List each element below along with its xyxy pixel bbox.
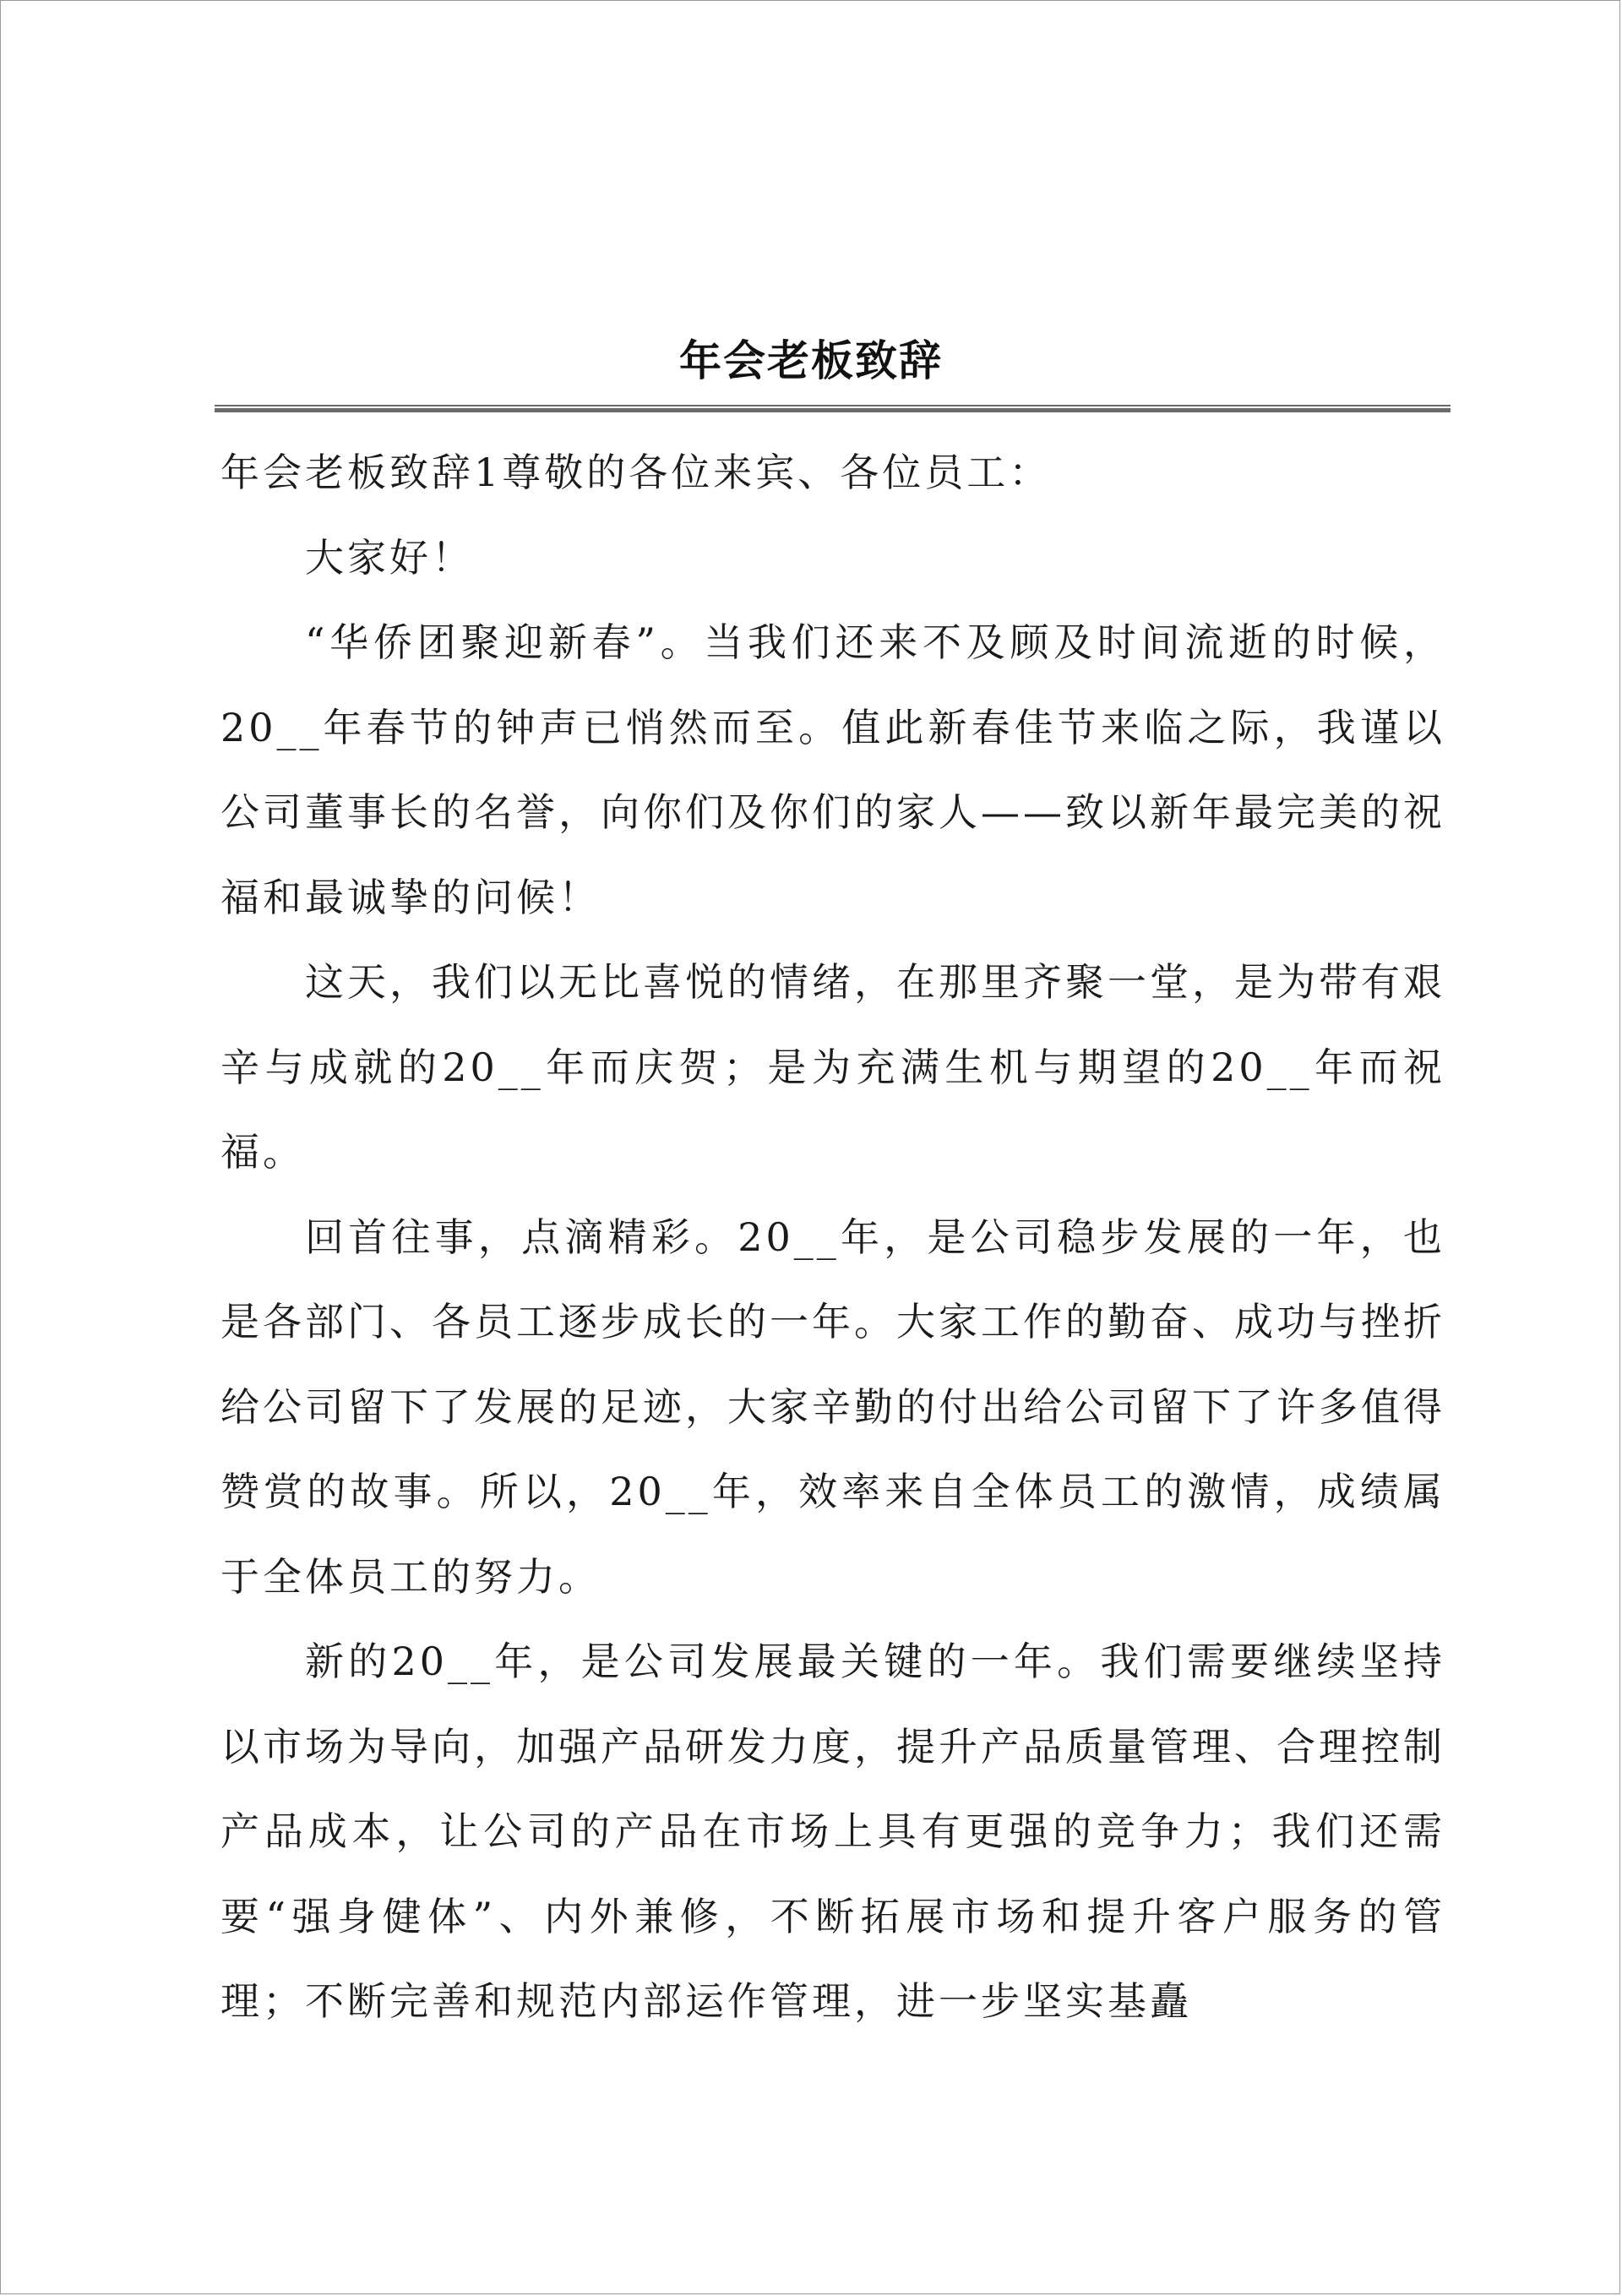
document-body <box>220 430 1445 2044</box>
document-title: 年会老板致辞 <box>679 335 943 385</box>
paragraph: 这天，我们以无比喜悦的情绪，在那里齐聚一堂，是为带有艰辛与成就的20__年而庆贺；是为充满生机与期望的20__年而祝福。 <box>220 959 1445 1175</box>
paragraph: “华侨团聚迎新春”。当我们还来不及顾及时间流逝的时候，20__年春节的钟声已悄然而至。值此新春佳节来临之际，我谨以公司董事长的名誉，向你们及你们的家人——致以新年最完美的祝福和最诚挚的问候！ <box>220 619 1445 920</box>
paragraph: 回首往事，点滴精彩。20__年，是公司稳步发展的一年，也是各部门、各员工逐步成长的一年。大家工作的勤奋、成功与挫折给公司留下了发展的足迹，大家辛勤的付出给公司留下了许多值得赞赏的故事。所以，20__年，效率来自全体员工的激情，成绩属于全体员工的努力。 <box>220 1213 1445 1600</box>
title-divider-thick-line <box>215 408 1451 412</box>
paragraph-salutation: 年会老板致辞1尊敬的各位来宾、各位员工： <box>220 450 1052 495</box>
paragraph-greeting: 大家好！ <box>305 534 474 581</box>
title-divider-thin-line <box>215 405 1451 406</box>
title-divider <box>215 405 1451 413</box>
paragraph: 新的20__年，是公司发展最关键的一年。我们需要继续坚持以市场为导向，加强产品研发力度，提升产品质量管理、合理控制产品成本，让公司的产品在市场上具有更强的竞争力；我们还需要“强身健体”、内外兼修，不断拓展市场和提升客户服务的管理；不断完善和规范内部运作管理，进一步坚实基矗 <box>220 1639 1445 2024</box>
